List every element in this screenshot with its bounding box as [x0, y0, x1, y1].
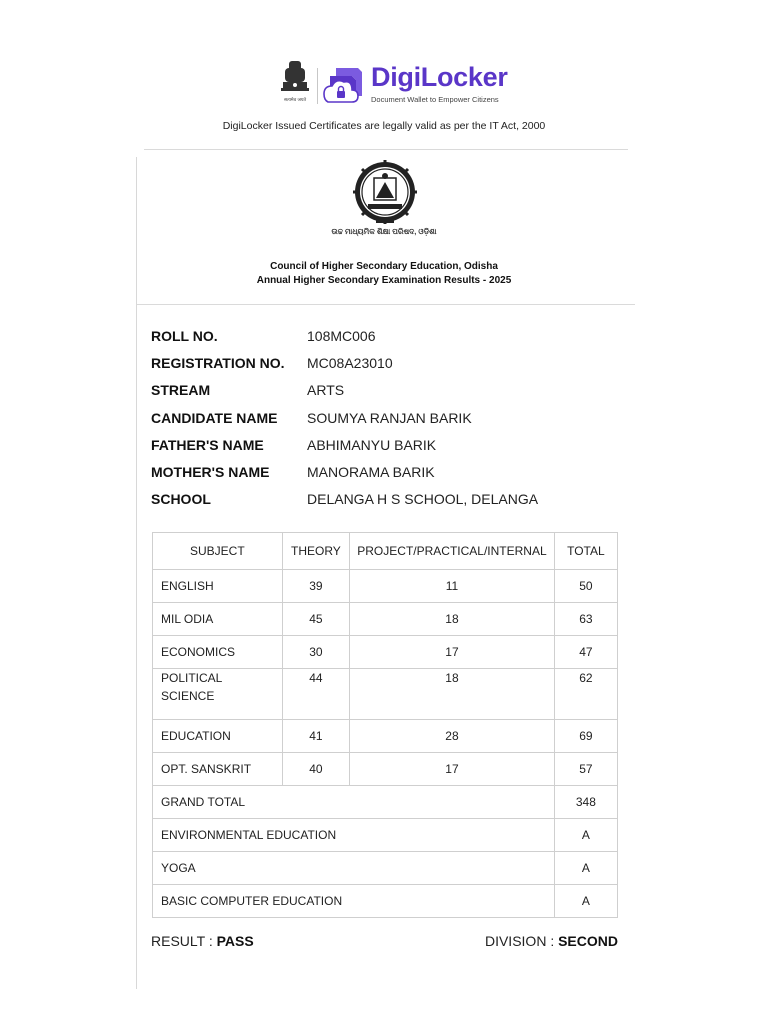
detail-row-mother-name [151, 458, 538, 485]
summary-label-cell: GRAND TOTAL [153, 786, 555, 819]
table-row-environmental-education [153, 819, 618, 852]
marks-table [152, 532, 618, 918]
detail-row-candidate-name [151, 404, 538, 431]
practical-cell: 11 [350, 570, 555, 603]
column-header: TOTAL [554, 533, 617, 570]
theory-cell: 30 [282, 636, 350, 669]
practical-cell: 18 [350, 669, 555, 720]
detail-label: MOTHER'S NAME [151, 464, 270, 481]
digilocker-brand-name: DigiLocker [371, 62, 508, 92]
summary-label-cell: ENVIRONMENTAL EDUCATION [153, 819, 555, 852]
practical-cell: 28 [350, 720, 555, 753]
column-header: SUBJECT [153, 533, 283, 570]
summary-value-cell: 348 [554, 786, 617, 819]
board-name: Council of Higher Secondary Education, Odisha [270, 261, 498, 272]
detail-row-father-name [151, 431, 538, 458]
table-row-basic-computer-education [153, 885, 618, 918]
total-cell: 63 [554, 603, 617, 636]
theory-cell: 44 [282, 669, 350, 720]
header-divider [144, 149, 628, 150]
theory-cell: 41 [282, 720, 350, 753]
digilocker-cloud-lock-icon [322, 64, 368, 106]
certificate-board-title [0, 260, 768, 288]
total-cell: 50 [554, 570, 617, 603]
detail-label: CANDIDATE NAME [151, 409, 278, 426]
table-row [153, 753, 618, 786]
table-row [153, 570, 618, 603]
subject-cell: POLITICAL SCIENCE [153, 669, 283, 720]
theory-cell: 40 [282, 753, 350, 786]
column-header: THEORY [282, 533, 350, 570]
detail-value: MC08A23010 [307, 354, 393, 371]
candidate-details [151, 322, 538, 513]
result-label: RESULT : [151, 933, 217, 949]
detail-label: STREAM [151, 382, 211, 399]
total-cell: 57 [554, 753, 617, 786]
detail-label: REGISTRATION NO. [151, 354, 285, 371]
theory-cell: 39 [282, 570, 350, 603]
detail-label: SCHOOL [151, 491, 211, 508]
logo-divider [317, 68, 318, 104]
table-header-row [153, 533, 618, 570]
summary-label-cell: YOGA [153, 852, 555, 885]
legal-notice: DigiLocker Issued Certificates are legally valid as per the IT Act, 2000 [222, 120, 546, 132]
emblem-caption: सत्यमेव जयते [283, 98, 307, 103]
practical-cell: 18 [350, 603, 555, 636]
subject-cell: OPT. SANSKRIT [153, 753, 283, 786]
total-cell: 47 [554, 636, 617, 669]
subject-cell: MIL ODIA [153, 603, 283, 636]
detail-value: DELANGA H S SCHOOL, DELANGA [307, 491, 539, 508]
summary-value-cell: A [554, 852, 617, 885]
subject-cell: EDUCATION [153, 720, 283, 753]
table-row [153, 720, 618, 753]
detail-value: SOUMYA RANJAN BARIK [307, 409, 472, 426]
title-divider [137, 304, 635, 305]
summary-value-cell: A [554, 819, 617, 852]
division-label: DIVISION : [484, 933, 559, 949]
division-line [485, 933, 618, 949]
table-row [153, 603, 618, 636]
column-header: PROJECT/PRACTICAL/INTERNAL [350, 533, 555, 570]
detail-value: 108MC006 [307, 327, 376, 344]
table-row [153, 636, 618, 669]
detail-row-registration [151, 349, 538, 376]
table-row [153, 669, 618, 720]
subject-cell: ECONOMICS [153, 636, 283, 669]
detail-label: FATHER'S NAME [151, 436, 264, 453]
result-value: PASS [216, 933, 254, 949]
practical-cell: 17 [350, 753, 555, 786]
result-line [151, 933, 254, 949]
detail-label: ROLL NO. [151, 327, 218, 344]
national-emblem-icon [278, 58, 312, 104]
detail-value: ABHIMANYU BARIK [307, 436, 437, 453]
summary-label-cell: BASIC COMPUTER EDUCATION [153, 885, 555, 918]
detail-row-stream [151, 377, 538, 404]
table-row-grand-total [153, 786, 618, 819]
digilocker-header [0, 0, 768, 150]
total-cell: 62 [554, 669, 617, 720]
subject-cell: ENGLISH [153, 570, 283, 603]
seal-caption: ଉଚ୍ଚ ମାଧ୍ୟମିକ ଶିକ୍ଷା ପରିଷଦ, ଓଡ଼ିଶା [331, 227, 437, 236]
table-row-yoga [153, 852, 618, 885]
division-value: SECOND [558, 933, 618, 949]
theory-cell: 45 [282, 603, 350, 636]
detail-row-roll [151, 322, 538, 349]
detail-value: ARTS [307, 382, 345, 399]
detail-value: MANORAMA BARIK [307, 464, 435, 481]
exam-title: Annual Higher Secondary Examination Results - 2025 [256, 275, 512, 286]
summary-value-cell: A [554, 885, 617, 918]
chse-odisha-seal-icon [346, 158, 424, 236]
practical-cell: 17 [350, 636, 555, 669]
detail-row-school [151, 486, 538, 513]
digilocker-tagline: Document Wallet to Empower Citizens [371, 95, 499, 104]
total-cell: 69 [554, 720, 617, 753]
